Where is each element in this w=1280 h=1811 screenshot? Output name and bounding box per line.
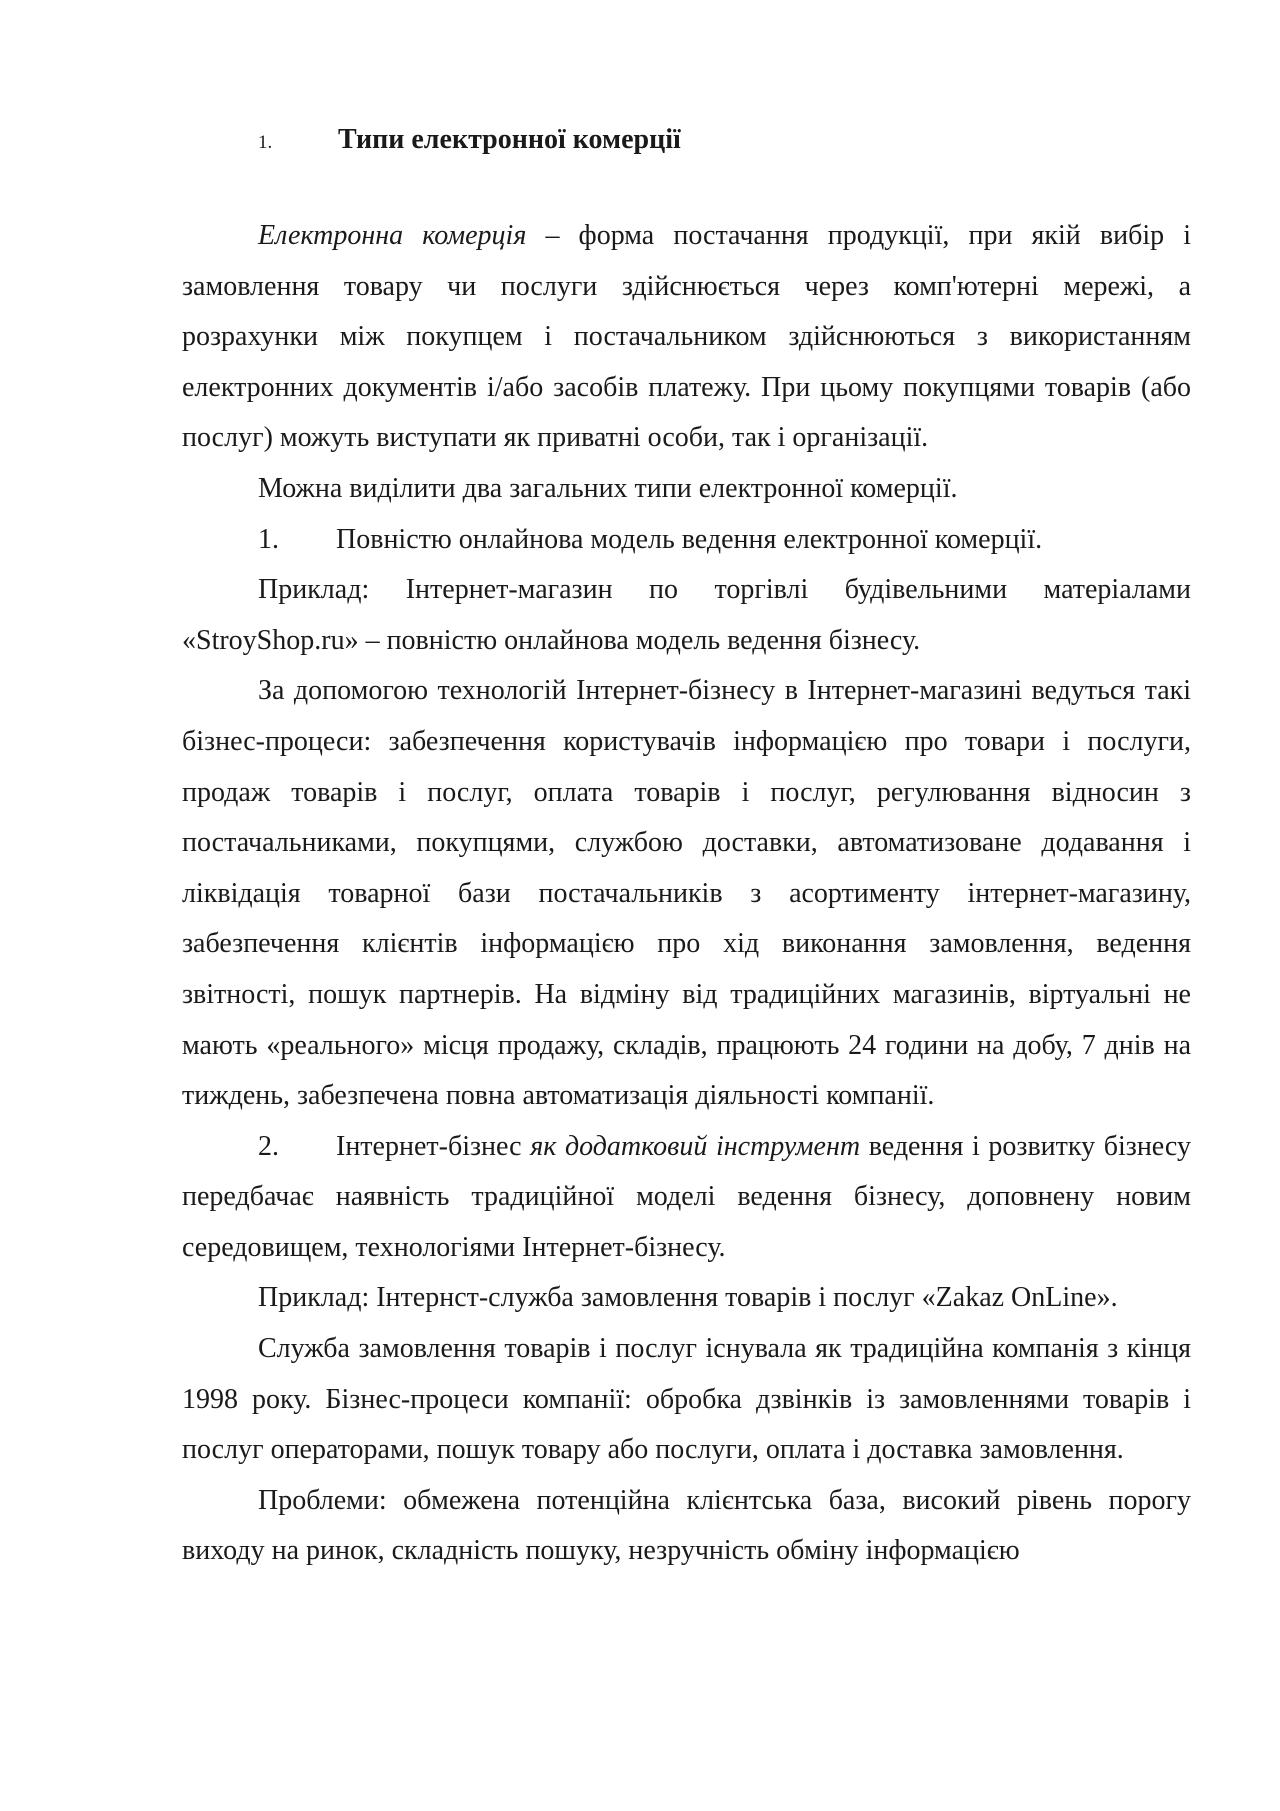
paragraph-problems: Проблеми: обмежена потенційна клієнтська база, високий рівень порогу виходу на ринок, складність пошуку, незручність обміну інформацією [182, 1484, 1191, 1567]
document-page [182, 118, 1191, 1577]
paragraph-types-intro: Можна виділити два загальних типи електронної комерції. [258, 472, 958, 504]
list-item-2-lead: Інтернет-бізнес [336, 1130, 531, 1162]
list-item-2 [182, 1122, 1191, 1274]
paragraph-company-history: Служба замовлення товарів і послуг існувала як традиційна компанія з кінця 1998 року. Бізнес-процеси компанії: обробка дзвінків із замовленнями товарів і послуг операторами, пошук товару або послуги, оплата і доставка замовлення. [182, 1333, 1191, 1466]
list-item-2-rest: ведення і розвитку бізнесу передбачає наявність традиційної моделі ведення бізнесу, доповнену новим середовищем, технологіями Інтернет-бізнесу. [182, 1130, 1191, 1263]
list-item-2-emphasis: як додатковий інструмент [530, 1130, 861, 1162]
paragraph-definition [182, 211, 1191, 464]
paragraph-example-1: Приклад: Інтернет-магазин по торгівлі будівельними матеріалами «StroyShop.ru» – повністю онлайнова модель ведення бізнесу. [182, 574, 1191, 656]
list-item-1 [182, 515, 1191, 566]
paragraph-business-processes: За допомогою технологій Інтернет-бізнесу в Інтернет-магазині ведуться такі бізнес-процеси: забезпечення користувачів інформацією про товари і послуги, продаж товарів і послуг, оплата товарів і послуг, регулювання відносин з постачальниками, покупцями, службою доставки, автоматизоване додавання і ліквідація товарної бази постачальників з асортименту інтернет-магазину, забезпечення клієнтів інформацією про хід виконання замовлення, ведення звітності, пошук партнерів. На відміну від традиційних магазинів, віртуальні не мають «реального» місця продажу, складів, працюють 24 години на добу, 7 днів на тиждень, забезпечена повна автоматизація діяльності компанії. [182, 675, 1191, 1112]
list-item-1-number: 1. [258, 523, 279, 555]
definition-term: Електронна комерція [258, 220, 527, 251]
definition-text: – форма постачання продукції, при якій вибір і замовлення товару чи послуги здійснюється через комп'ютерні мережі, а розрахунки між покупцем і постачальником здійснюються з використанням електронних документів і/або засобів платежу. При цьому покупцями товарів (або послуг) можуть виступати як приватні особи, так і організації. [182, 220, 1191, 454]
section-heading [182, 118, 1191, 165]
section-number: 1. [258, 132, 273, 153]
paragraph-example-2: Приклад: Інтернст-служба замовлення товарів і послуг «Zakaz OnLine». [258, 1282, 1118, 1314]
list-item-1-text: Повністю онлайнова модель ведення електронної комерції. [336, 523, 1043, 555]
list-item-2-number: 2. [258, 1130, 279, 1162]
section-title: Типи електронної комерції [338, 124, 681, 155]
